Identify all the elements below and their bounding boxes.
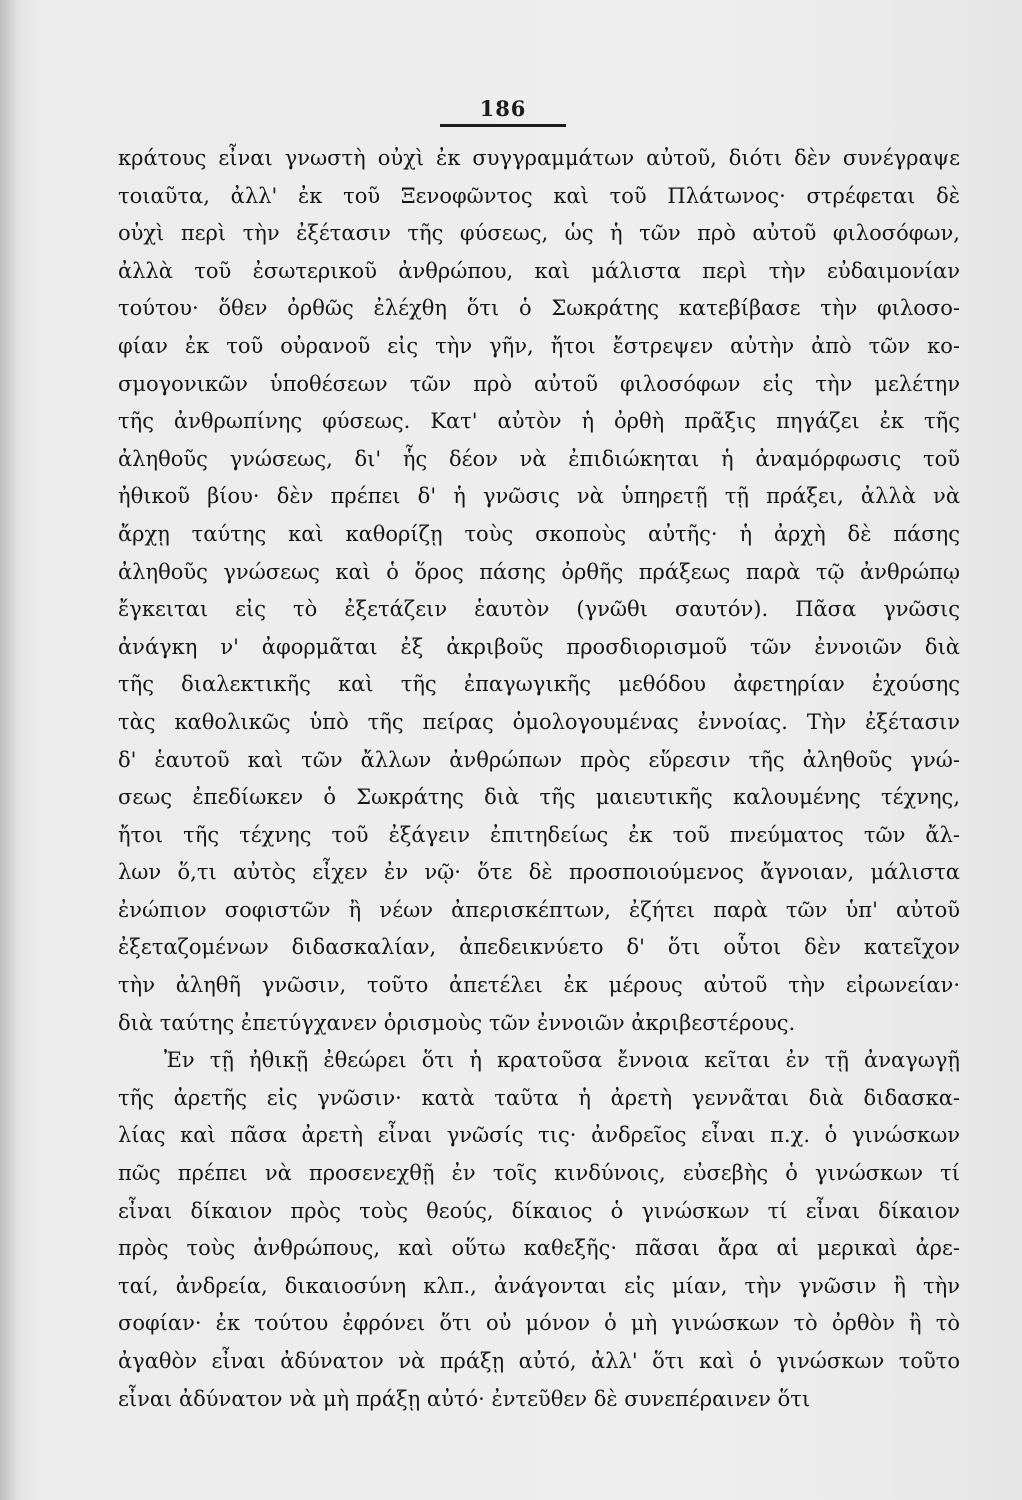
text-line: ἀνάγκη ν' ἀφορμᾶται ἐξ ἀκριβοῦς προσδιορισμοῦ τῶν ἐννοιῶν διὰ <box>118 634 960 659</box>
text-line: πρὸς τοὺς ἀνθρώπους, καὶ οὕτω καθεξῆς· πᾶσαι ἄρα αἱ μερικαὶ ἀρε- <box>118 1236 960 1261</box>
text-line: τῆς ἀρετῆς εἰς γνῶσιν· κατὰ ταῦτα ἡ ἀρετὴ γεννᾶται διὰ διδασκα- <box>118 1085 960 1110</box>
text-line: τοιαῦτα, ἀλλ' ἐκ τοῦ Ξενοφῶντος καὶ τοῦ Πλάτωνος· στρέφεται δὲ <box>118 183 960 208</box>
page-number-rule <box>440 124 566 127</box>
text-line: κράτους εἶναι γνωστὴ οὐχὶ ἐκ συγγραμμάτων αὐτοῦ, διότι δὲν συνέγραψε <box>118 146 960 170</box>
page-number: 186 <box>479 96 527 121</box>
text-line: ἔγκειται εἰς τὸ ἐξετάζειν ἑαυτὸν (γνῶθι σαυτόν). Πᾶσα γνῶσις <box>118 597 960 622</box>
text-line: τῆς διαλεκτικῆς καὶ τῆς ἐπαγωγικῆς μεθόδου ἀφετηρίαν ἐχούσης <box>118 672 960 697</box>
text-line: τῆς ἀνθρωπίνης φύσεως. Κατ' αὐτὸν ἡ ὀρθὴ πρᾶξις πηγάζει ἐκ τῆς <box>118 409 960 434</box>
text-line: ἀλλὰ τοῦ ἐσωτερικοῦ ἀνθρώπου, καὶ μάλιστα περὶ τὴν εὐδαιμονίαν <box>118 258 960 283</box>
text-line: σμογονικῶν ὑποθέσεων τῶν πρὸ αὐτοῦ φιλοσόφων εἰς τὴν μελέτην <box>118 371 960 396</box>
text-line: Ἐν τῇ ἠθικῇ ἐθεώρει ὅτι ἡ κρατοῦσα ἔννοια κεῖται ἐν τῇ ἀναγωγῇ <box>164 1048 960 1073</box>
text-line: ἠθικοῦ βίου· δὲν πρέπει δ' ἡ γνῶσις νὰ ὑπηρετῇ τῇ πράξει, ἀλλὰ νὰ <box>118 484 960 509</box>
text-line: ἀληθοῦς γνώσεως, δι' ἧς δέον νὰ ἐπιδιώκηται ἡ ἀναμόρφωσις τοῦ <box>118 446 960 471</box>
text-line: πῶς πρέπει νὰ προσενεχθῇ ἐν τοῖς κινδύνοις, εὐσεβὴς ὁ γινώσκων τί <box>118 1161 960 1186</box>
text-line: σοφίαν· ἐκ τούτου ἐφρόνει ὅτι οὐ μόνον ὁ μὴ γινώσκων τὸ ὀρθὸν ἢ τὸ <box>118 1311 960 1336</box>
text-line: τούτου· ὅθεν ὀρθῶς ἐλέχθη ὅτι ὁ Σωκράτης κατεβίβασε τὴν φιλοσο- <box>118 296 960 321</box>
text-line: τὴν ἀληθῆ γνῶσιν, τοῦτο ἀπετέλει ἐκ μέρους αὐτοῦ τὴν εἰρωνείαν· <box>118 973 960 998</box>
text-line: ἀληθοῦς γνώσεως καὶ ὁ ὅρος πάσης ὀρθῆς πράξεως παρὰ τῷ ἀνθρώπῳ <box>118 559 960 584</box>
text-line: λων ὅ,τι αὐτὸς εἶχεν ἐν νῷ· ὅτε δὲ προσποιούμενος ἄγνοιαν, μάλιστα <box>118 860 960 885</box>
text-line: ἐξεταζομένων διδασκαλίαν, ἀπεδεικνύετο δ' ὅτι οὗτοι δὲν κατεῖχον <box>118 935 960 960</box>
text-line: λίας καὶ πᾶσα ἀρετὴ εἶναι γνῶσίς τις· ἀνδρεῖος εἶναι π.χ. ὁ γινώσκων <box>118 1123 960 1148</box>
text-line: ἀγαθὸν εἶναι ἀδύνατον νὰ πράξῃ αὐτό, ἀλλ' ὅτι καὶ ὁ γινώσκων τοῦτο <box>118 1349 960 1373</box>
text-line: τὰς καθολικῶς ὑπὸ τῆς πείρας ὁμολογουμένας ἐννοίας. Τὴν ἐξέτασιν <box>118 709 960 734</box>
text-line: εἶναι ἀδύνατον νὰ μὴ πράξῃ αὐτό· ἐντεῦθεν δὲ συνεπέραινεν ὅτι <box>118 1386 811 1411</box>
text-line: δ' ἑαυτοῦ καὶ τῶν ἄλλων ἀνθρώπων πρὸς εὕρεσιν τῆς ἀληθοῦς γνώ- <box>118 747 960 772</box>
text-line: ἄρχῃ ταύτης καὶ καθορίζῃ τοὺς σκοποὺς αὐτῆς· ἡ ἀρχὴ δὲ πάσης <box>118 521 960 546</box>
text-line: φίαν ἐκ τοῦ οὐρανοῦ εἰς τὴν γῆν, ἤτοι ἔστρεψεν αὐτὴν ἀπὸ τῶν κο- <box>118 333 960 358</box>
text-line: οὐχὶ περὶ τὴν ἐξέτασιν τῆς φύσεως, ὡς ἡ τῶν πρὸ αὐτοῦ φιλοσόφων, <box>118 221 960 246</box>
text-line: ἐνώπιον σοφιστῶν ἢ νέων ἀπερισκέπτων, ἐζήτει παρὰ τῶν ὑπ' αὐτοῦ <box>118 897 960 922</box>
body-text <box>118 140 960 1418</box>
text-line: σεως ἐπεδίωκεν ὁ Σωκράτης διὰ τῆς μαιευτικῆς καλουμένης τέχνης, <box>118 785 960 810</box>
text-line: εἶναι δίκαιον πρὸς τοὺς θεούς, δίκαιος ὁ γινώσκων τί εἶναι δίκαιον <box>118 1198 960 1223</box>
text-line: ταί, ἀνδρεία, δικαιοσύνη κλπ., ἀνάγονται εἰς μίαν, τὴν γνῶσιν ἢ τὴν <box>118 1273 960 1298</box>
text-line: ἤτοι τῆς τέχνης τοῦ ἐξάγειν ἐπιτηδείως ἐκ τοῦ πνεύματος τῶν ἄλ- <box>118 822 960 847</box>
text-line: διὰ ταύτης ἐπετύγχανεν ὁρισμοὺς τῶν ἐννοιῶν ἀκριβεστέρους. <box>118 1010 796 1035</box>
